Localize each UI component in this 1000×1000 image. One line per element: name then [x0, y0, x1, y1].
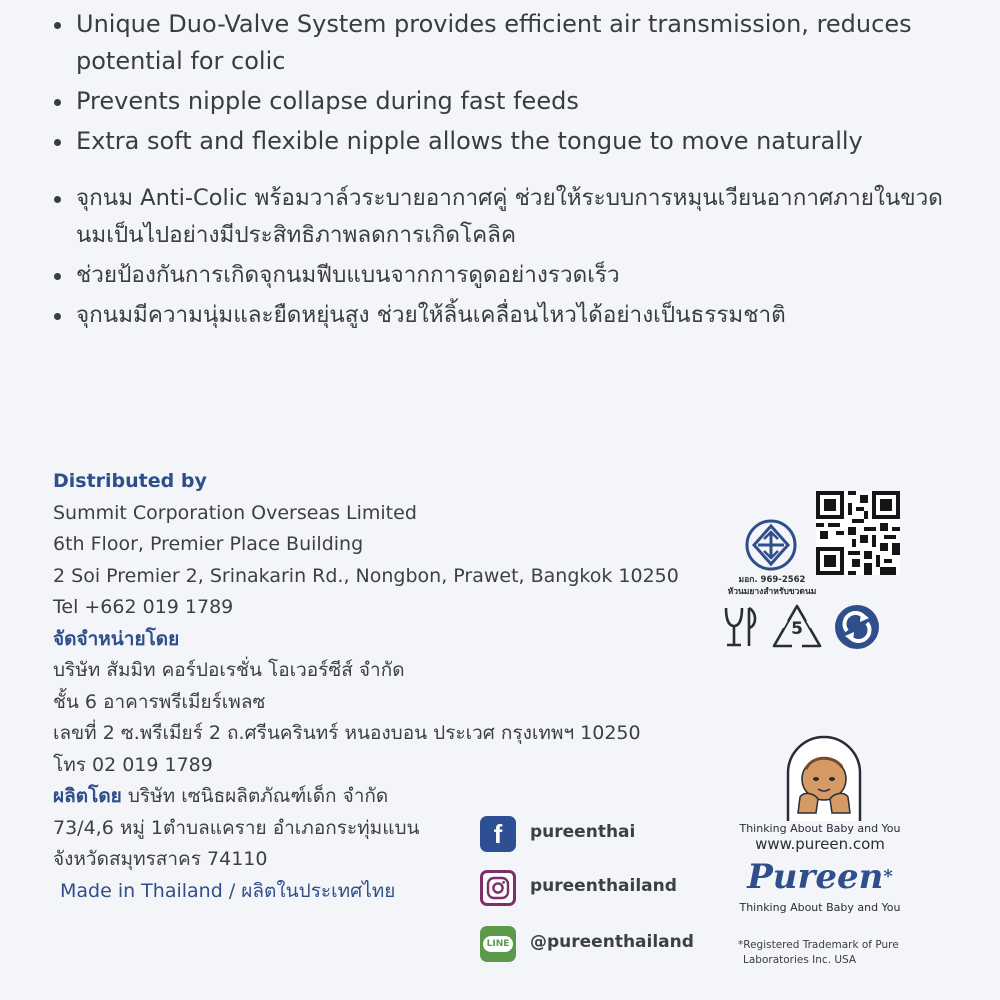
distributor-tel: Tel +662 019 1789 — [53, 596, 234, 618]
brand-tagline: Thinking About Baby and You — [739, 822, 901, 835]
pureen-logo — [720, 859, 920, 901]
features-th-list — [50, 180, 950, 337]
line-icon: LINE — [480, 926, 516, 962]
brand-tagline-2: Thinking About Baby and You — [739, 901, 901, 914]
manufacturer-address-2: จังหวัดสมุทรสาคร 74110 — [53, 848, 268, 870]
feature-en-item: Extra soft and flexible nipple allows the tongue to move naturally — [50, 123, 950, 160]
brand-website[interactable]: www.pureen.com — [755, 835, 885, 853]
instagram-handle: pureenthailand — [530, 876, 677, 896]
qr-code[interactable] — [816, 491, 900, 575]
feature-en-item: Prevents nipple collapse during fast feeds — [50, 83, 950, 120]
features-en-list — [50, 6, 950, 163]
baby-mascot-icon — [782, 733, 866, 823]
feature-th-item: จุกนม Anti-Colic พร้อมวาล์วระบายอากาศคู่ ช่วยให้ระบบการหมุนเวียนอากาศภายในขวดนมเป็นไปอย่างมีประสิทธิภาพลดการเกิดโคลิค — [50, 180, 950, 254]
distributor-name: Summit Corporation Overseas Limited — [53, 501, 417, 524]
tis-standard-desc: หัวนมยางสำหรับขวดนม — [727, 587, 817, 597]
distributor-tel-th: โทร 02 019 1789 — [53, 753, 213, 776]
green-dot-icon — [834, 604, 880, 650]
line-handle: @pureenthailand — [530, 932, 694, 952]
trademark-line-2: Laboratories Inc. USA — [743, 954, 857, 966]
recycle-code-5 — [770, 602, 824, 652]
tis-certification-icon — [744, 518, 798, 572]
feature-th-item: จุกนมมีความนุ่มและยืดหยุ่นสูง ช่วยให้ลิ้นเคลื่อนไหวได้อย่างเป็นธรรมชาติ — [50, 297, 950, 334]
recycle-code-number: 5 — [791, 619, 803, 639]
instagram-icon — [480, 870, 516, 906]
brand-block — [720, 822, 920, 914]
manufacturer-name: บริษัท เซนิธผลิตภัณฑ์เด็ก จำกัด — [127, 785, 389, 807]
tis-standard-number: มอก. 969-2562 — [738, 575, 806, 585]
distributor-name-th: บริษัท สัมมิท คอร์ปอเรชั่น โอเวอร์ซีส์ จำกัด — [53, 659, 405, 681]
feature-en-item: Unique Duo-Valve System provides efficient air transmission, reduces potential for colic — [50, 6, 950, 80]
distributed-by-heading: Distributed by — [53, 470, 207, 492]
distributor-address-2: 2 Soi Premier 2, Srinakarin Rd., Nongbon, Prawet, Bangkok 10250 — [53, 564, 679, 587]
trademark-line-1: *Registered Trademark of Pure — [738, 939, 899, 951]
pureen-logo-text: Pureen — [747, 857, 884, 897]
pureen-logo-mark: * — [883, 866, 893, 887]
facebook-icon: f — [480, 816, 516, 852]
distributor-address-1: 6th Floor, Premier Place Building — [53, 533, 364, 555]
made-in-thailand: Made in Thailand / ผลิตในประเทศไทย — [60, 879, 396, 902]
manufacturer-line — [53, 781, 713, 813]
trademark-note — [738, 938, 938, 968]
feature-th-item: ช่วยป้องกันการเกิดจุกนมฟีบแบนจากการดูดอย่างรวดเร็ว — [50, 257, 950, 294]
manufacturer-label: ผลิตโดย — [53, 785, 122, 807]
facebook-handle: pureenthai — [530, 822, 636, 842]
distributor-address-2-th: เลขที่ 2 ซ.พรีเมียร์ 2 ถ.ศรีนครินทร์ หนองบอน ประเวศ กรุงเทพฯ 10250 — [53, 722, 641, 744]
tis-standard-label — [716, 574, 828, 598]
distributed-by-heading-th: จัดจำหน่ายโดย — [53, 627, 180, 650]
distributor-address-1-th: ชั้น 6 อาคารพรีเมียร์เพลซ — [53, 690, 266, 713]
manufacturer-address-1: 73/4,6 หมู่ 1ตำบลแคราย อำเภอกระทุ่มแบน — [53, 816, 420, 839]
food-safe-icon — [722, 604, 760, 650]
